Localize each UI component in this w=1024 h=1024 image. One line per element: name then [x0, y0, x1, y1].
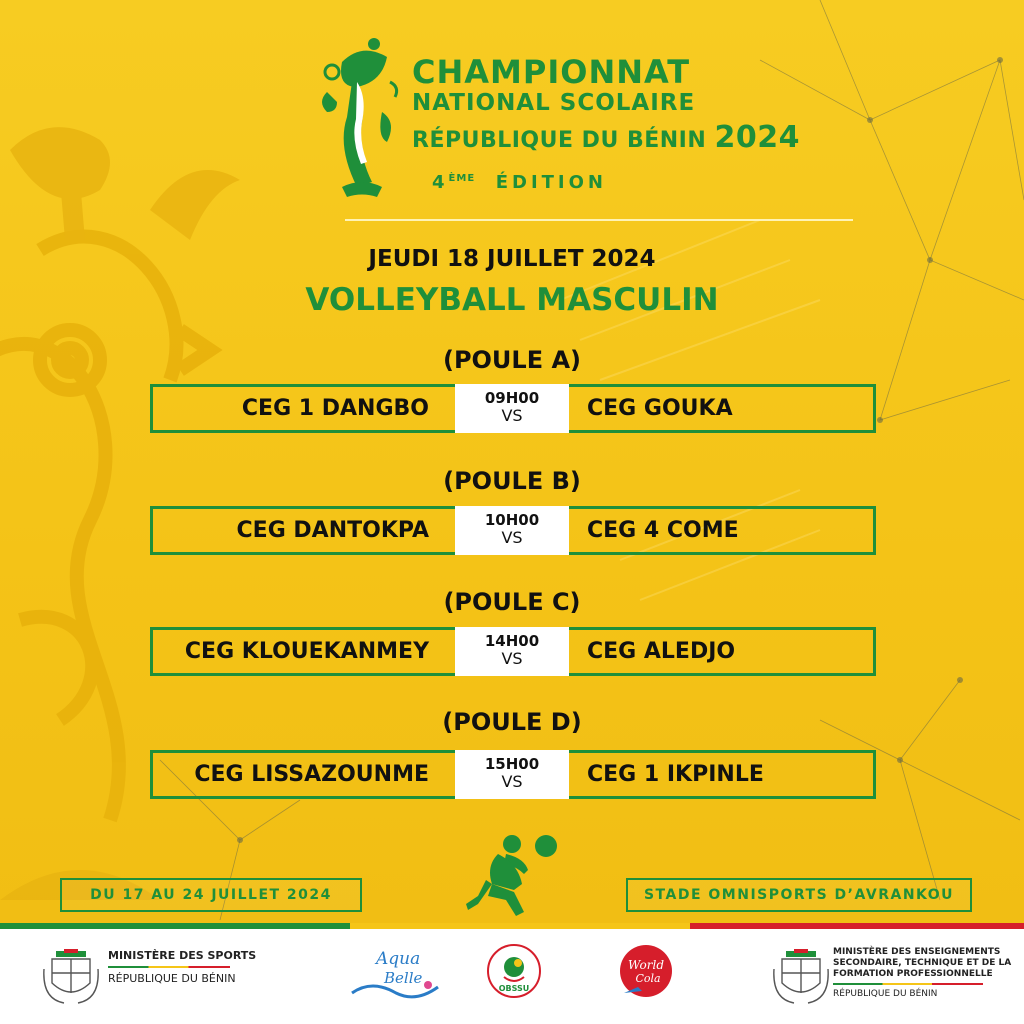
title-line-3	[412, 120, 800, 156]
championship-emblem	[312, 22, 407, 202]
versus-label: VS	[501, 772, 523, 791]
match-row-d	[150, 750, 876, 799]
date-range-badge: DU 17 AU 24 JUILLET 2024	[60, 878, 362, 912]
ministry-right-line-1: MINISTÈRE DES ENSEIGNEMENTS	[833, 947, 1001, 957]
world-cola-logo	[616, 941, 676, 1001]
tricolor-bar	[108, 966, 230, 968]
sponsor-footer	[0, 929, 1024, 1024]
venue-badge: STADE OMNISPORTS D’AVRANKOU	[626, 878, 972, 912]
ministry-left-country: RÉPUBLIQUE DU BÉNIN	[108, 972, 236, 985]
championship-title	[412, 55, 800, 156]
match-time-box	[455, 506, 569, 555]
versus-label: VS	[501, 528, 523, 547]
aqua-belle-logo	[350, 947, 440, 1007]
ministry-right-line-2: SECONDAIRE, TECHNIQUE ET DE LA	[833, 958, 1012, 968]
pool-label-a: (POULE A)	[442, 346, 582, 374]
pool-label-d: (POULE D)	[442, 708, 582, 736]
away-team: CEG GOUKA	[587, 396, 733, 421]
obssu-label: OBSSU	[498, 984, 530, 993]
edition-superscript: ÈME	[448, 173, 476, 184]
home-team: CEG 1 DANGBO	[241, 396, 429, 421]
world-cola-word-2: Cola	[635, 972, 661, 985]
home-team: CEG LISSAZOUNME	[194, 762, 429, 787]
title-line-1: CHAMPIONNAT	[412, 53, 691, 91]
pool-label-b: (POULE B)	[443, 467, 581, 495]
home-team: CEG DANTOKPA	[236, 518, 429, 543]
home-team: CEG KLOUEKANMEY	[184, 639, 429, 664]
edition-number: 4	[432, 172, 449, 193]
title-year: 2024	[714, 120, 800, 155]
event-date: JEUDI 18 JUILLET 2024	[368, 246, 656, 272]
wave-icon	[350, 977, 440, 1001]
ministry-right-line-3: FORMATION PROFESSIONNELLE	[833, 969, 993, 979]
edition-word: ÉDITION	[495, 172, 607, 193]
versus-label: VS	[501, 649, 523, 668]
match-time: 09H00	[484, 389, 540, 407]
match-row-a	[150, 384, 876, 433]
pool-label-c: (POULE C)	[443, 588, 581, 616]
match-time: 15H00	[484, 755, 540, 773]
ministry-right-country: RÉPUBLIQUE DU BÉNIN	[833, 989, 938, 999]
match-time: 14H00	[484, 632, 540, 650]
world-cola-word-1: World	[628, 958, 664, 972]
obssu-logo	[484, 943, 544, 1007]
ministry-left-name: MINISTÈRE DES SPORTS	[108, 949, 257, 962]
away-team: CEG 1 IKPINLE	[587, 762, 764, 787]
aqua-belle-word-1: Aqua	[376, 949, 421, 969]
ministry-sports-label	[108, 949, 256, 986]
title-line-2: NATIONAL SCOLAIRE	[412, 90, 696, 116]
volleyball-player-icon	[462, 826, 562, 918]
match-row-b	[150, 506, 876, 555]
away-team: CEG 4 COME	[587, 518, 739, 543]
match-time-box	[455, 627, 569, 676]
benin-coat-of-arms-icon	[42, 949, 100, 1007]
ministry-education-label	[833, 947, 1011, 1000]
tricolor-bar	[833, 983, 983, 985]
away-team: CEG ALEDJO	[587, 639, 736, 664]
match-time: 10H00	[484, 511, 540, 529]
versus-label: VS	[501, 406, 523, 425]
match-time-box	[455, 750, 569, 799]
aqua-belle-word-2: Belle	[384, 969, 423, 987]
match-time-box	[455, 384, 569, 433]
benin-coat-of-arms-icon	[772, 949, 830, 1007]
event-sport: VOLLEYBALL MASCULIN	[305, 282, 719, 318]
edition-label	[432, 172, 607, 193]
match-row-c	[150, 627, 876, 676]
country-name: RÉPUBLIQUE DU BÉNIN	[412, 128, 707, 153]
header-divider	[345, 219, 853, 221]
